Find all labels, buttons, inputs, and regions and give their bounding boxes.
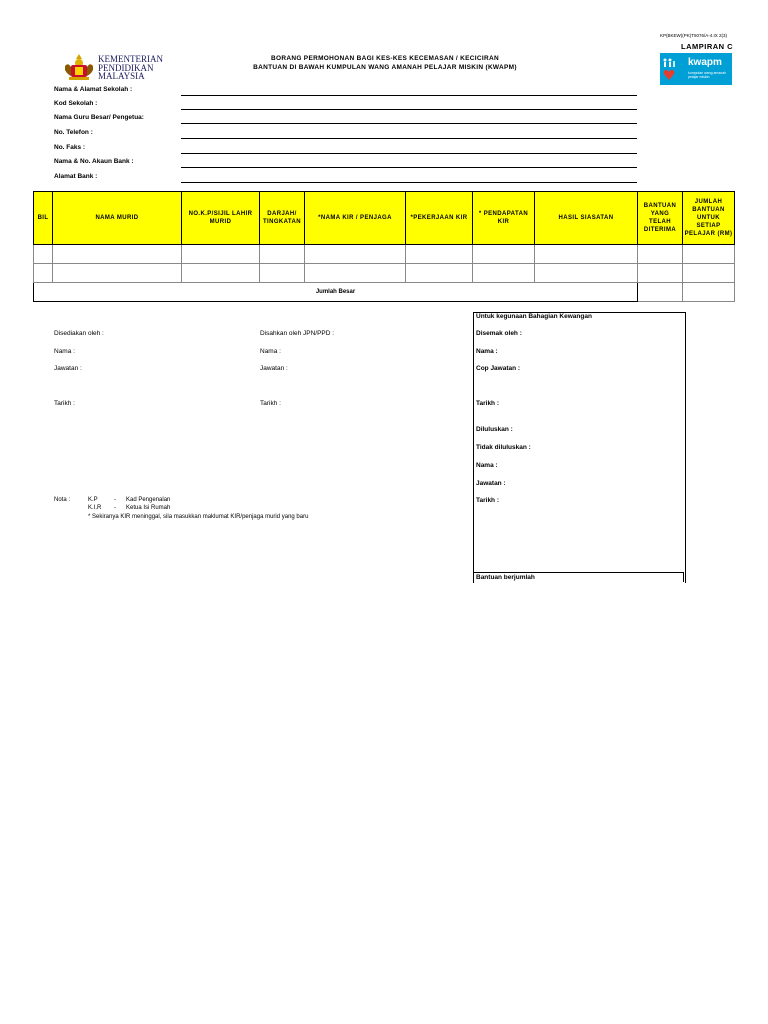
col-header-ic-number: NO.K.P/SIJIL LAHIR MURID [182,192,260,245]
table-cell[interactable] [53,245,182,264]
table-cell[interactable] [535,245,638,264]
finance-approved-label: Diluluskan : [476,426,513,433]
col-header-guardian-income: * PENDAPATAN KIR [473,192,535,245]
table-cell[interactable] [34,245,53,264]
table-cell[interactable] [406,245,473,264]
field-line-school-code[interactable] [181,109,637,110]
form-title [235,54,535,72]
table-cell[interactable] [260,264,305,283]
field-label-phone: No. Telefon : [54,129,93,136]
field-label-fax: No. Faks : [54,144,86,151]
prepared-position-label: Jawatan : [54,365,82,372]
form-title-line1: BORANG PERMOHONAN BAGI KES-KES KECEMASAN / KECICIRAN [271,55,499,62]
approved-date-label: Tarikh : [260,400,281,407]
field-line-school-name[interactable] [181,95,637,96]
table-cell[interactable] [53,264,182,283]
ministry-name-line: PENDIDIKAN [98,62,154,73]
field-line-fax[interactable] [181,153,637,154]
col-header-investigation: HASIL SIASATAN [535,192,638,245]
note-kp-dash: - [114,497,116,503]
field-label-principal: Nama Guru Besar/ Pengetua: [54,114,144,121]
field-label-bank-account: Nama & No. Akaun Bank : [54,158,134,165]
family-icon [662,55,676,65]
grand-total-label: Jumlah Besar [34,283,638,302]
table-cell[interactable] [473,264,535,283]
approved-by-label: Disahkan oleh JPN/PPD : [260,330,335,337]
ministry-name-line: MALAYSIA [98,71,145,81]
note-remark: * Sekiranya KIR meninggal, sila masukkan maklumat KIR/penjaga murid yang baru [88,514,309,520]
field-line-principal[interactable] [181,123,637,124]
student-aid-table [33,191,735,302]
table-cell[interactable] [305,264,406,283]
table-cell[interactable] [638,245,683,264]
field-line-phone[interactable] [181,138,637,139]
ministry-crest-icon [62,52,96,82]
prepared-date-label: Tarikh : [54,400,75,407]
note-kir-dash: - [114,505,116,511]
col-header-bil: BIL [34,192,53,245]
col-header-class: DARJAH/ TINGKATAN [260,192,305,245]
prepared-name-label: Nama : [54,348,75,355]
col-header-aid-total: JUMLAH BANTUAN UNTUK SETIAP PELAJAR (RM) [683,192,735,245]
heart-hands-icon [663,67,675,81]
note-kp-definition: Kad Pengenalan [126,497,171,503]
col-header-guardian-name: *NAMA KIR / PENJAGA [305,192,406,245]
col-header-aid-received: BANTUAN YANG TELAH DITERIMA [638,192,683,245]
table-cell[interactable] [260,245,305,264]
finance-checked-by-label: Disemak oleh : [476,330,522,337]
grand-total-value[interactable] [683,283,735,302]
kwapm-tagline: kumpulan wang amanah pelajar miskin [688,71,727,79]
field-line-bank-address[interactable] [181,182,637,183]
lampiran-label: LAMPIRAN C [681,42,734,51]
finance-total-aid-label: Bantuan berjumlah [476,574,535,581]
finance-box-title: Untuk kegunaan Bahagian Kewangan [476,313,592,320]
col-header-guardian-job: *PEKERJAAN KIR [406,192,473,245]
finance-name-label: Nama : [476,348,498,355]
note-kp-abbr: K.P [88,497,98,503]
table-cell[interactable] [683,245,735,264]
approved-name-label: Nama : [260,348,281,355]
field-label-school-code: Kod Sekolah : [54,100,98,107]
kwapm-logo-text: kwapm [688,57,722,68]
note-kir-abbr: K.I.R [88,505,102,511]
table-cell[interactable] [638,283,683,302]
table-cell[interactable] [535,264,638,283]
finance-stamp-label: Cop Jawatan : [476,365,521,372]
finance-date-label: Tarikh : [476,400,499,407]
notes-label: Nota : [54,497,71,503]
table-cell[interactable] [473,245,535,264]
table-row [34,245,735,264]
finance-name2-label: Nama : [476,462,498,469]
table-cell[interactable] [406,264,473,283]
table-cell[interactable] [638,264,683,283]
table-total-row [34,283,735,302]
approved-position-label: Jawatan : [260,365,288,372]
ministry-name [98,55,163,81]
form-reference-code: KP(BKEW)(PK)T5076/A-4.IX 2(3) [660,33,728,38]
table-cell[interactable] [34,264,53,283]
finance-date2-label: Tarikh : [476,497,499,504]
finance-total-divider [683,572,684,582]
table-row [34,264,735,283]
finance-position2-label: Jawatan : [476,480,506,487]
finance-not-approved-label: Tidak diluluskan : [476,444,531,451]
form-title-line2: BANTUAN DI BAWAH KUMPULAN WANG AMANAH PELAJAR MISKIN (KWAPM) [253,64,517,71]
table-cell[interactable] [182,264,260,283]
table-cell[interactable] [305,245,406,264]
table-cell[interactable] [683,264,735,283]
field-label-school-name: Nama & Alamat Sekolah : [54,86,133,93]
table-cell[interactable] [182,245,260,264]
field-label-bank-address: Alamat Bank : [54,173,98,180]
col-header-student-name: NAMA MURID [53,192,182,245]
kwapm-logo [660,53,732,85]
note-kir-definition: Ketua Isi Rumah [126,505,171,511]
prepared-by-label: Disediakan oleh : [54,330,104,337]
ministry-name-line: KEMENTERIAN [98,54,163,64]
table-header-row [34,192,735,245]
field-line-bank-account[interactable] [181,167,637,168]
